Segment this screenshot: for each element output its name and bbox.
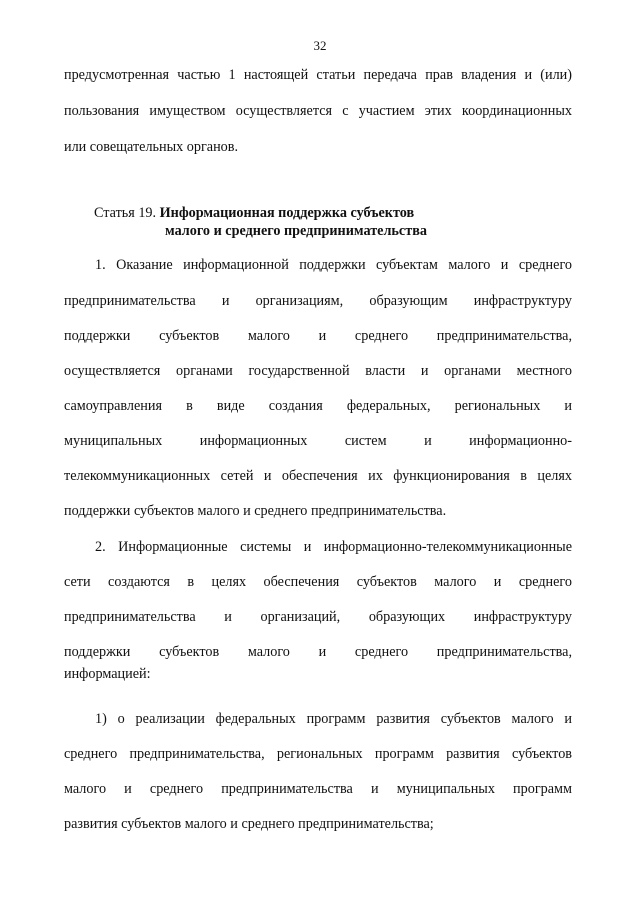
item1-line-3: малого и среднего предпринимательства и муниципальных программ xyxy=(64,781,572,797)
item1-line-1: 1) о реализации федеральных программ развития субъектов малого и xyxy=(95,711,572,727)
para1-line-6: муниципальных информационных систем и информационно- xyxy=(64,433,572,449)
para1-line-3: поддержки субъектов малого и среднего предпринимательства, xyxy=(64,328,572,344)
article-title-line1: Информационная поддержка субъектов xyxy=(159,205,415,221)
page-number: 32 xyxy=(313,38,327,53)
article-heading xyxy=(94,204,414,222)
article-title-line2: малого и среднего предпринимательства xyxy=(165,223,427,239)
item1-line-2: среднего предпринимательства, региональных программ развития субъектов xyxy=(64,746,572,762)
item1-line-4: развития субъектов малого и среднего предпринимательства; xyxy=(64,816,434,832)
para2-line-3: предпринимательства и организаций, образующих инфраструктуру xyxy=(64,609,572,625)
para1-line-4: осуществляется органами государственной власти и органами местного xyxy=(64,363,572,379)
para1-line-5: самоуправления в виде создания федеральных, региональных и xyxy=(64,398,572,414)
intro-line-1: предусмотренная частью 1 настоящей статьи передача прав владения и (или) xyxy=(64,67,572,83)
para2-line-4: поддержки субъектов малого и среднего предпринимательства, xyxy=(64,644,572,660)
intro-line-2: пользования имуществом осуществляется с участием этих координационных xyxy=(64,103,572,119)
para1-line-7: телекоммуникационных сетей и обеспечения их функционирования в целях xyxy=(64,468,572,484)
article-number: Статья 19. xyxy=(94,205,157,221)
para1-line-2: предпринимательства и организациям, образующим инфраструктуру xyxy=(64,293,572,309)
intro-line-3: или совещательных органов. xyxy=(64,139,239,155)
para1-line-1: 1. Оказание информационной поддержки субъектам малого и среднего xyxy=(95,257,572,273)
para1-line-8: поддержки субъектов малого и среднего предпринимательства. xyxy=(64,503,447,519)
para2-line-2: сети создаются в целях обеспечения субъектов малого и среднего xyxy=(64,574,572,590)
para2-line-1: 2. Информационные системы и информационно-телекоммуникационные xyxy=(95,539,572,555)
para2-line-5: информацией: xyxy=(64,666,151,682)
